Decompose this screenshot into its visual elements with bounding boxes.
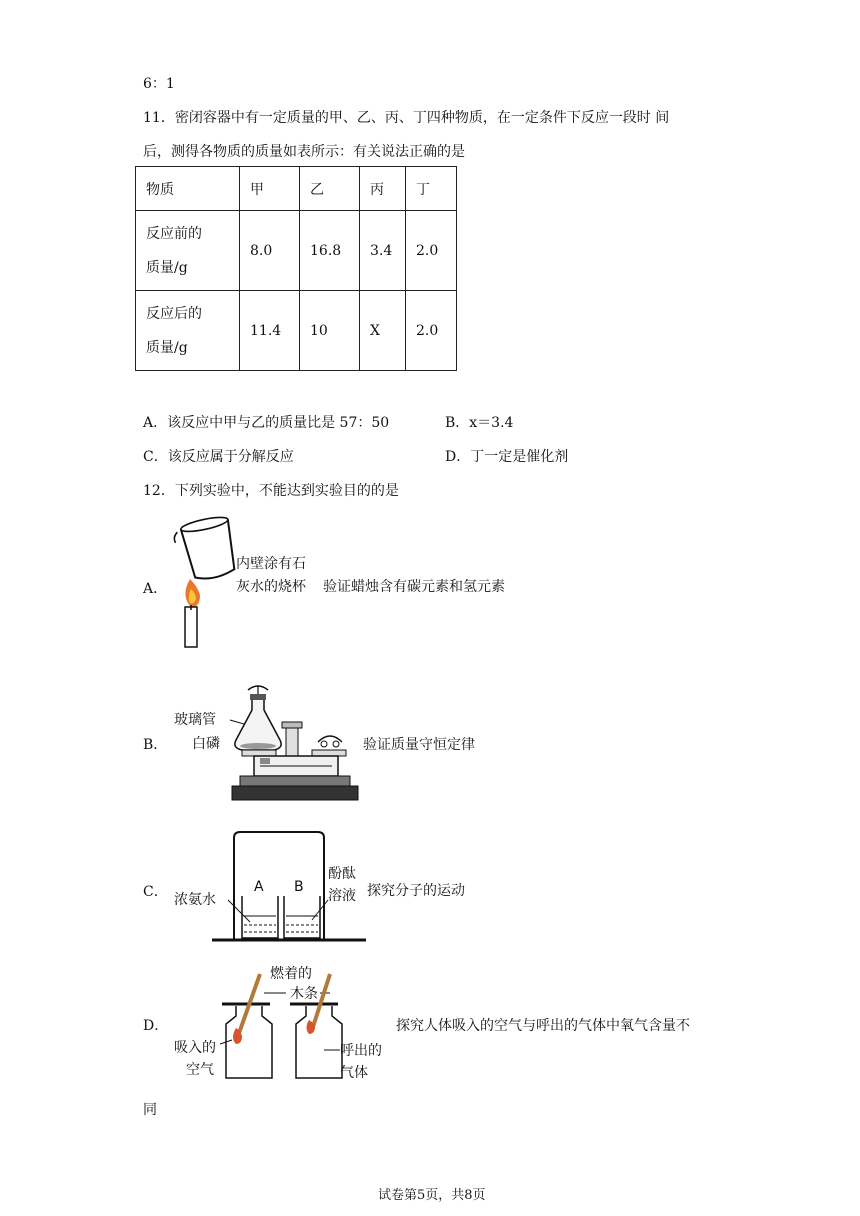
candle-beaker-figure	[170, 515, 330, 655]
inhaled-label-2: 空气	[186, 1062, 214, 1078]
beaker-label-1: 内壁涂有石	[236, 556, 306, 572]
q11-option-a: A．该反应中甲与乙的质量比是 57：50	[143, 415, 390, 431]
row-label	[136, 291, 240, 371]
table-cell: X	[360, 291, 406, 371]
q11-stem-line1: 11．密闭容器中有一定质量的甲、乙、丙、丁四种物质，在一定条件下反应一段时 间	[143, 110, 670, 126]
flame-icon	[185, 579, 200, 607]
header-cell: 丁	[406, 167, 457, 211]
white-phosphorus-label: 白磷	[192, 736, 220, 752]
q12-option-d-letter: D．	[143, 1018, 169, 1034]
table-cell: 3.4	[360, 211, 406, 291]
beaker-a-icon	[242, 896, 278, 938]
inhaled-label-1: 吸入的	[174, 1040, 216, 1056]
glass-tube-label: 玻璃管	[174, 712, 216, 728]
stick-label-1: 燃着的	[270, 966, 312, 982]
candle-icon	[185, 607, 197, 647]
beaker-icon	[172, 515, 240, 584]
mass-table	[135, 166, 457, 371]
row-label-line: 反应前的	[146, 225, 202, 242]
balance-figure	[170, 680, 360, 805]
page-footer: 试卷第5页，共8页	[378, 1188, 486, 1203]
row-label-line: 反应后的	[146, 305, 202, 322]
flask-icon	[235, 698, 281, 750]
exhaled-label-1: 呼出的	[340, 1043, 382, 1059]
bell-jar-icon	[234, 832, 324, 940]
stick-label-2: 木条	[290, 986, 318, 1002]
header-cell: 物质	[136, 167, 240, 211]
q12-option-d-desc-line1: 探究人体吸入的空气与呼出的气体中氧气含量不	[396, 1018, 690, 1034]
table-cell: 8.0	[240, 211, 300, 291]
q12-option-c-letter: C．	[143, 884, 168, 900]
phenolphthalein-label-1: 酚酞	[328, 866, 356, 882]
header-cell: 甲	[240, 167, 300, 211]
row-label-line: 质量/g	[146, 339, 188, 356]
q12-option-b-letter: B．	[143, 737, 168, 753]
q12-option-d-desc-line2: 同	[143, 1102, 157, 1118]
molecule-motion-figure	[170, 830, 366, 945]
q12-option-c-desc: 探究分子的运动	[367, 883, 465, 899]
phenolphthalein-label-2: 溶液	[328, 888, 356, 904]
ammonia-label: 浓氨水	[174, 892, 216, 908]
q11-option-c: C．该反应属于分解反应	[143, 449, 294, 465]
q12-stem: 12．下列实验中，不能达到实验目的的是	[143, 483, 399, 499]
table-row	[136, 211, 457, 291]
table-header-row	[136, 167, 457, 211]
q12-option-a-letter: A．	[143, 581, 168, 597]
q12-option-a-desc: 验证蜡烛含有碳元素和氢元素	[323, 579, 505, 595]
table-cell: 16.8	[300, 211, 360, 291]
q11-option-b: B．x＝3.4	[445, 415, 514, 431]
table-cell: 11.4	[240, 291, 300, 371]
table-row	[136, 291, 457, 371]
table-cell: 10	[300, 291, 360, 371]
q12-option-b-desc: 验证质量守恒定律	[363, 737, 475, 753]
table-cell: 2.0	[406, 291, 457, 371]
q11-option-d: D．丁一定是催化剂	[445, 449, 569, 465]
exhaled-label-2: 气体	[340, 1065, 368, 1081]
table-cell: 2.0	[406, 211, 457, 291]
row-label	[136, 211, 240, 291]
beaker-a-label: A	[254, 879, 264, 895]
beaker-label-2: 灰水的烧杯	[236, 579, 306, 595]
beaker-b-label: B	[294, 879, 304, 895]
previous-option-tail: 6：1	[143, 76, 175, 92]
row-label-line: 质量/g	[146, 259, 188, 276]
header-cell: 丙	[360, 167, 406, 211]
header-cell: 乙	[300, 167, 360, 211]
breath-oxygen-figure	[170, 960, 400, 1085]
q11-stem-line2: 后，测得各物质的质量如表所示：有关说法正确的是	[143, 144, 465, 160]
wood-stick-right-icon	[312, 974, 330, 1030]
